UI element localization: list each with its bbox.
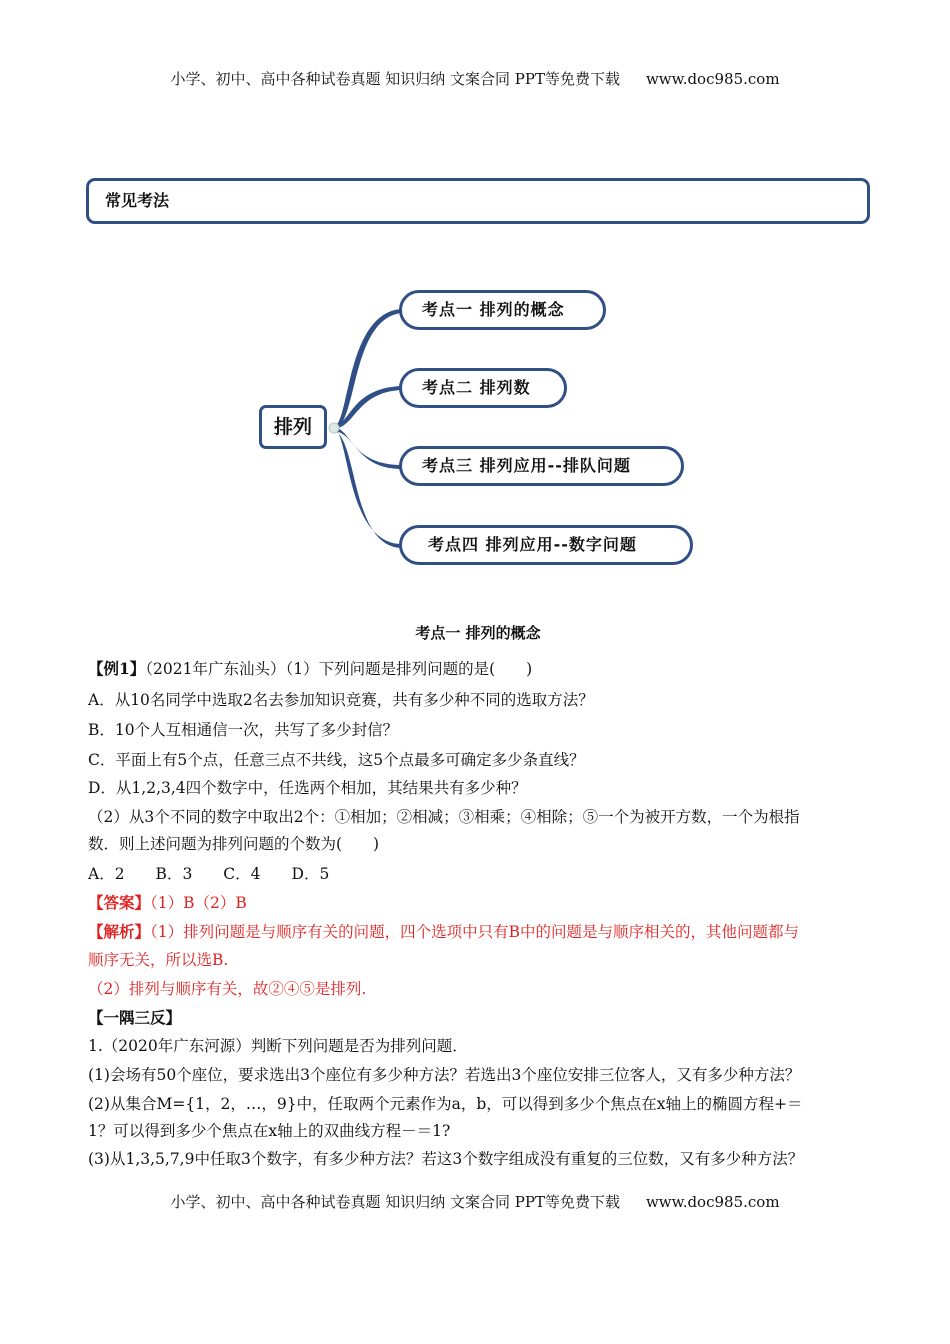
analysis-label: 【解析】 <box>88 922 151 941</box>
mindmap-node-2: 考点二 排列数 <box>399 368 567 408</box>
page-footer <box>0 1191 950 1212</box>
answer-text: （1）B（2）B <box>150 894 247 912</box>
practice-line-1: 1.（2020年广东河源）判断下列问题是否为排列问题． <box>88 1037 468 1055</box>
topic-title: 考点一 排列的概念 <box>415 624 541 642</box>
mindmap <box>0 0 950 600</box>
analysis-line-3: （2）排列与顺序有关，故②④⑤是排列. <box>88 980 367 998</box>
question-2-options: A．2 B．3 C．4 D．5 <box>88 865 330 883</box>
analysis-text-1: （1）排列问题是与顺序有关的问题，四个选项中只有B中的问题是与顺序相关的，其他问题都与 <box>150 923 800 941</box>
option-b: B．10个人互相通信一次，共写了多少封信？ <box>88 721 399 739</box>
practice-line-2: (1)会场有50个座位，要求选出3个座位有多少种方法？若选出3个座位安排三位客人，又有多少种方法？ <box>88 1066 801 1084</box>
example-1 <box>88 657 532 679</box>
answer <box>88 891 247 913</box>
practice-line-5: (3)从1,3,5,7,9中任取3个数字，有多少种方法？若这3个数字组成没有重复的三位数，又有多少种方法？ <box>88 1150 804 1168</box>
mindmap-root: 排列 <box>259 405 327 449</box>
example-label: 【例1】 <box>88 659 146 678</box>
option-a: A．从10名同学中选取2名去参加知识竞赛，共有多少种不同的选取方法？ <box>88 691 594 709</box>
header-url[interactable]: www.doc985.com <box>645 70 780 88</box>
option-c: C．平面上有5个点，任意三点不共线，这5个点最多可确定多少条直线？ <box>88 751 585 769</box>
branch-1 <box>333 309 402 430</box>
question-2-line-2: 数．则上述问题为排列问题的个数为( ) <box>88 835 380 853</box>
practice-line-4: 1？可以得到多少个焦点在x轴上的双曲线方程－＝1? <box>88 1122 451 1140</box>
mindmap-node-4: 考点四 排列应用--数字问题 <box>399 525 693 565</box>
example-question: （2021年广东汕头）（1）下列问题是排列问题的是( ) <box>145 660 533 678</box>
footer-url[interactable]: www.doc985.com <box>645 1193 780 1211</box>
answer-label: 【答案】 <box>88 893 151 912</box>
footer-text: 小学、初中、高中各种试卷真题 知识归纳 文案合同 PPT等免费下载 <box>170 1193 620 1211</box>
analysis-line-1 <box>88 920 799 942</box>
question-2-line-1: （2）从3个不同的数字中取出2个：①相加；②相减；③相乘；④相除；⑤一个为被开方数，一个为根指 <box>88 808 800 826</box>
section-title: 常见考法 <box>105 191 170 210</box>
mindmap-root-connector <box>329 423 339 433</box>
practice-label: 【一隅三反】 <box>88 1008 182 1027</box>
practice-line-3: (2)从集合M={1，2，…，9}中，任取两个元素作为a，b，可以得到多少个焦点在x轴上的椭圆方程+＝ <box>88 1095 803 1113</box>
branch-4 <box>333 428 402 548</box>
mindmap-node-1: 考点一 排列的概念 <box>399 290 606 330</box>
analysis-line-2: 顺序无关，所以选B. <box>88 951 229 969</box>
header-text: 小学、初中、高中各种试卷真题 知识归纳 文案合同 PPT等免费下载 <box>170 70 620 88</box>
option-d: D．从1,2,3,4四个数字中，任选两个相加，其结果共有多少种？ <box>88 779 527 797</box>
mindmap-node-3: 考点三 排列应用--排队问题 <box>399 446 684 486</box>
